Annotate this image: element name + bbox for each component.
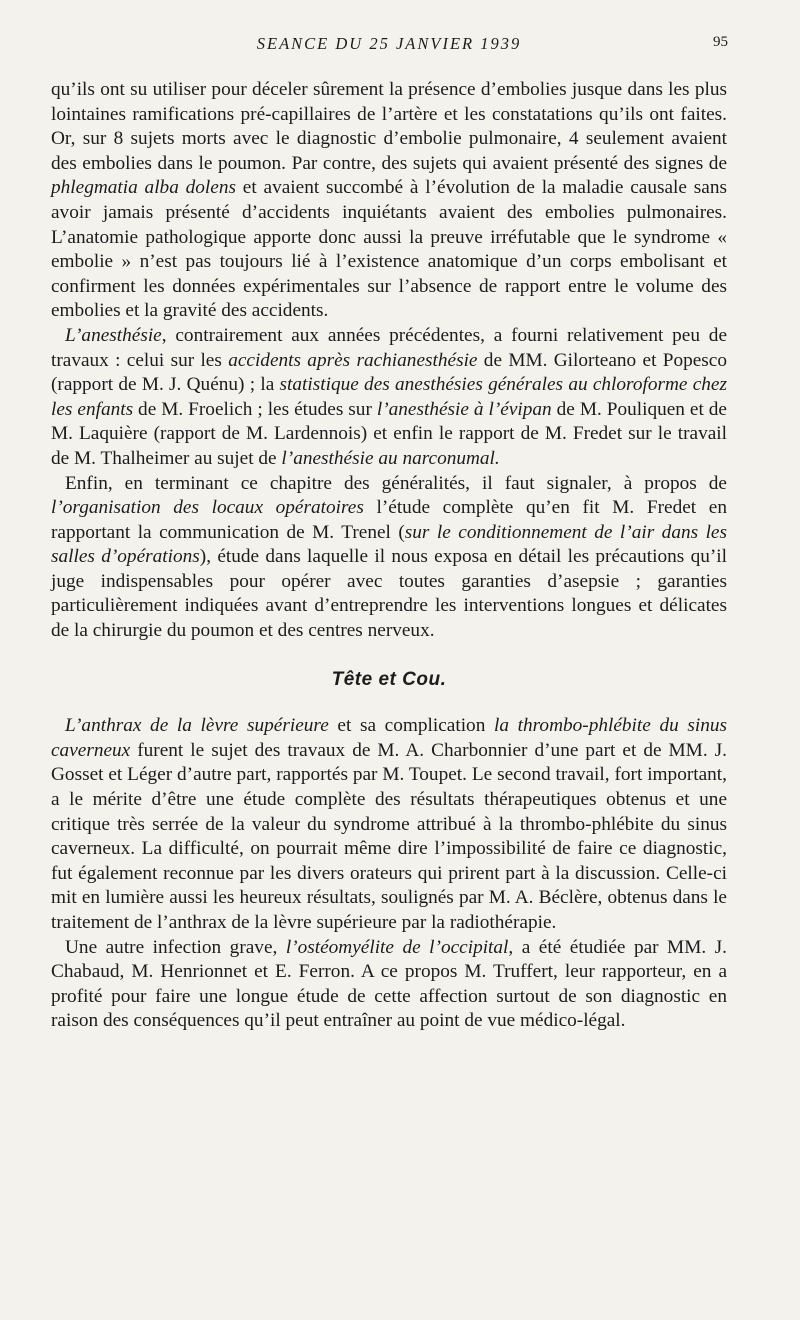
paragraph-embolies [51, 78, 727, 324]
text-run: furent le sujet des travaux de M. A. Charbonnier d’une part et de MM. J. Gosset et Léger d’autre part, rapportés par M. Toupet. Le second travail, fort important, a le mérite d’être une étude complète des résultats thérapeutiques obtenus et une critique très serrée de la valeur du syndrome attribué à la thrombo-phlébite du sinus caverneux. La difficulté, on pourrait même dire l’impossibilité de faire ce diagnostic, fut également reconnue par les divers orateurs qui prirent part à la discussion. Celle-ci mit en lumière aussi les heureux résultats, soulignés par M. A. Béclère, obtenus dans le traitement de l’anthrax de la lèvre supérieure par la radiothérapie. [51, 739, 727, 933]
paragraph-anesthesie [51, 324, 727, 472]
italic-term: statistique des anesthésies générales au chloroforme chez les enfants [51, 374, 727, 420]
italic-term: accidents après rachianesthésie [228, 349, 478, 371]
running-title: SEANCE DU 25 JANVIER 1939 [256, 34, 522, 53]
italic-term: phlegmatia alba dolens [51, 177, 236, 199]
running-header [52, 34, 726, 58]
italic-term: l’anesthésie au narconumal. [281, 447, 500, 469]
text-run: l’étude complète qu’en fit M. Fredet en rapportant la communication de M. Trenel ( [51, 497, 727, 543]
text-run: de M. Froelich ; les études sur [133, 398, 377, 420]
text-run: de M. Pouliquen et de M. Laquière (rapport de M. Lardennois) et enfin le rapport de M. Fredet sur le travail de M. Thalheimer au sujet de [51, 398, 727, 469]
paragraph-anthrax [51, 714, 727, 935]
italic-term: la thrombo-phlébite du sinus caverneux [51, 715, 728, 761]
text-run: , a été étudiée par MM. J. Chabaud, M. Henrionnet et E. Ferron. A ce propos M. Truffert, leur rapporteur, en a profité pour faire une longue étude de cette affection surtout de son diagnostic en raison des conséquences qu’il peut entraîner au point de vue médico-légal. [51, 936, 727, 1032]
italic-term: l’ostéomyélite de l’occipital [285, 936, 509, 958]
italic-term: sur le conditionnement de l’air dans les salles d’opérations [51, 521, 727, 568]
text-run: et sa complication [328, 715, 494, 737]
paragraph-locaux [51, 472, 727, 644]
italic-term: L’anthrax de la lèvre supérieure [65, 715, 329, 737]
italic-term: l’organisation des locaux opératoires [51, 497, 364, 519]
text-run: et avaient succombé à l’évolution de la maladie causale sans avoir jamais présenté d’accidents inquiétants avaient des embolies pulmonaires. L’anatomie pathologique apporte donc aussi la preuve irréfutable que le syndrome « embolie » n’est pas toujours lié à l’existence anatomique d’un corps embolisant et confirment les données expérimentales sur l’absence de rapport entre le volume des embolies et la gravité des accidents. [51, 177, 727, 322]
italic-term: L’anesthésie [65, 324, 162, 346]
text-run: qu’ils ont su utiliser pour déceler sûrement la présence d’embolies jusque dans les plus lointaines ramifications pré-capillaires de l’artère et les constatations qu’ils ont faites. Or, sur 8 sujets morts avec le diagnostic d’embolie pulmonaire, 4 seulement avaient des embolies dans le poumon. Par contre, des sujets qui avaient présenté des signes de [51, 79, 727, 174]
page-number: 95 [713, 34, 728, 50]
text-run: , contrairement aux années précédentes, a fourni relativement peu de travaux : celui sur les [51, 324, 727, 371]
italic-term: l’anesthésie à l’évipan [376, 398, 552, 420]
text-run: ), étude dans laquelle il nous exposa en détail les précautions qu’il juge indispensables pour opérer avec toutes garanties d’asepsie ; garanties particulièrement indiquées avant d’entreprendre les interventions longues et délicates de la chirurgie du poumon et des centres nerveux. [51, 546, 727, 642]
section-heading: Tête et Cou. [331, 668, 447, 690]
text-run: Une autre infection grave, [65, 936, 286, 958]
paragraph-osteomyelite [51, 936, 727, 1034]
text-run: de MM. Gilorteano et Popesco (rapport de M. J. Quénu) ; la [51, 349, 727, 396]
text-run: Enfin, en terminant ce chapitre des généralités, il faut signaler, à propos de [65, 472, 727, 494]
article-body [51, 78, 727, 1034]
